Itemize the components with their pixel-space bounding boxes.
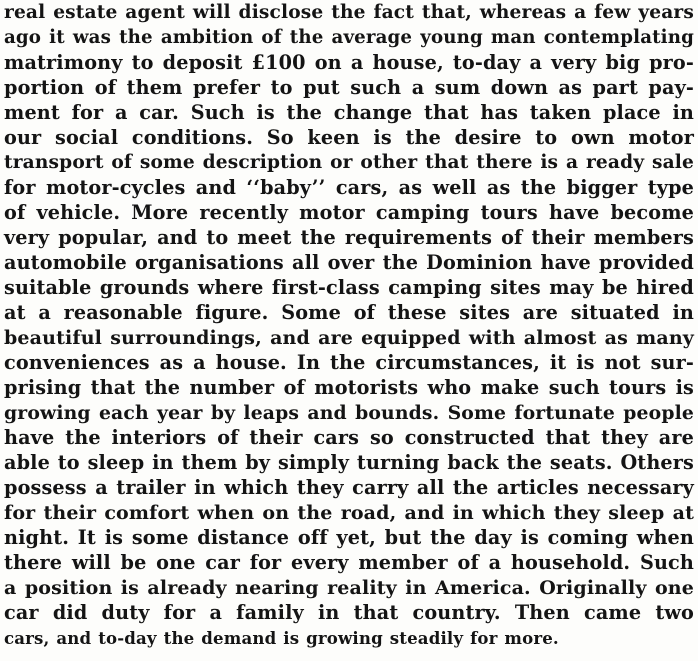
text-line: conveniences as a house. In the circumstances, it is not sur-: [4, 351, 694, 374]
text-line: for their comfort when on the road, and in which they sleep at: [4, 502, 694, 524]
text-line: our social conditions. So keen is the desire to own motor: [4, 126, 694, 149]
text-line: beautiful surroundings, and are equipped with almost as many: [4, 327, 694, 349]
text-line: automobile organisations all over the Dominion have provided: [4, 251, 694, 274]
text-line: for motor-cycles and ‘‘baby’’ cars, as well as the bigger type: [4, 176, 694, 199]
text-line: able to sleep in them by simply turning back the seats. Others: [4, 451, 694, 474]
text-line: there will be one car for every member of a household. Such: [4, 551, 694, 574]
text-line-last: cars, and to-day the demand is growing steadily for more.: [4, 628, 559, 648]
text-line: car did duty for a family in that country. Then came two: [4, 601, 694, 624]
text-line: night. It is some distance off yet, but the day is coming when: [4, 526, 694, 549]
text-line: possess a trailer in which they carry all the articles necessary: [4, 476, 694, 499]
text-line: matrimony to deposit £100 on a house, to-day a very big pro-: [4, 51, 694, 74]
text-line: a position is already nearing reality in America. Originally one: [4, 577, 694, 599]
text-line: growing each year by leaps and bounds. Some fortunate people: [4, 402, 694, 424]
text-line: of vehicle. More recently motor camping tours have become: [4, 201, 694, 224]
text-line: portion of them prefer to put such a sum down as part pay-: [4, 76, 694, 99]
text-line: prising that the number of motorists who make such tours is: [4, 376, 694, 399]
text-line: very popular, and to meet the requirements of their members: [4, 226, 694, 249]
text-line: real estate agent will disclose the fact that, whereas a few years: [4, 2, 694, 23]
text-line: suitable grounds where first-class camping sites may be hired: [4, 276, 694, 299]
text-line: ago it was the ambition of the average young man contemplating: [4, 27, 694, 48]
text-line: transport of some description or other that there is a ready sale: [4, 152, 694, 173]
text-line: have the interiors of their cars so constructed that they are: [4, 426, 694, 449]
text-line: ment for a car. Such is the change that has taken place in: [4, 101, 694, 124]
text-line: at a reasonable figure. Some of these sites are situated in: [4, 301, 694, 324]
